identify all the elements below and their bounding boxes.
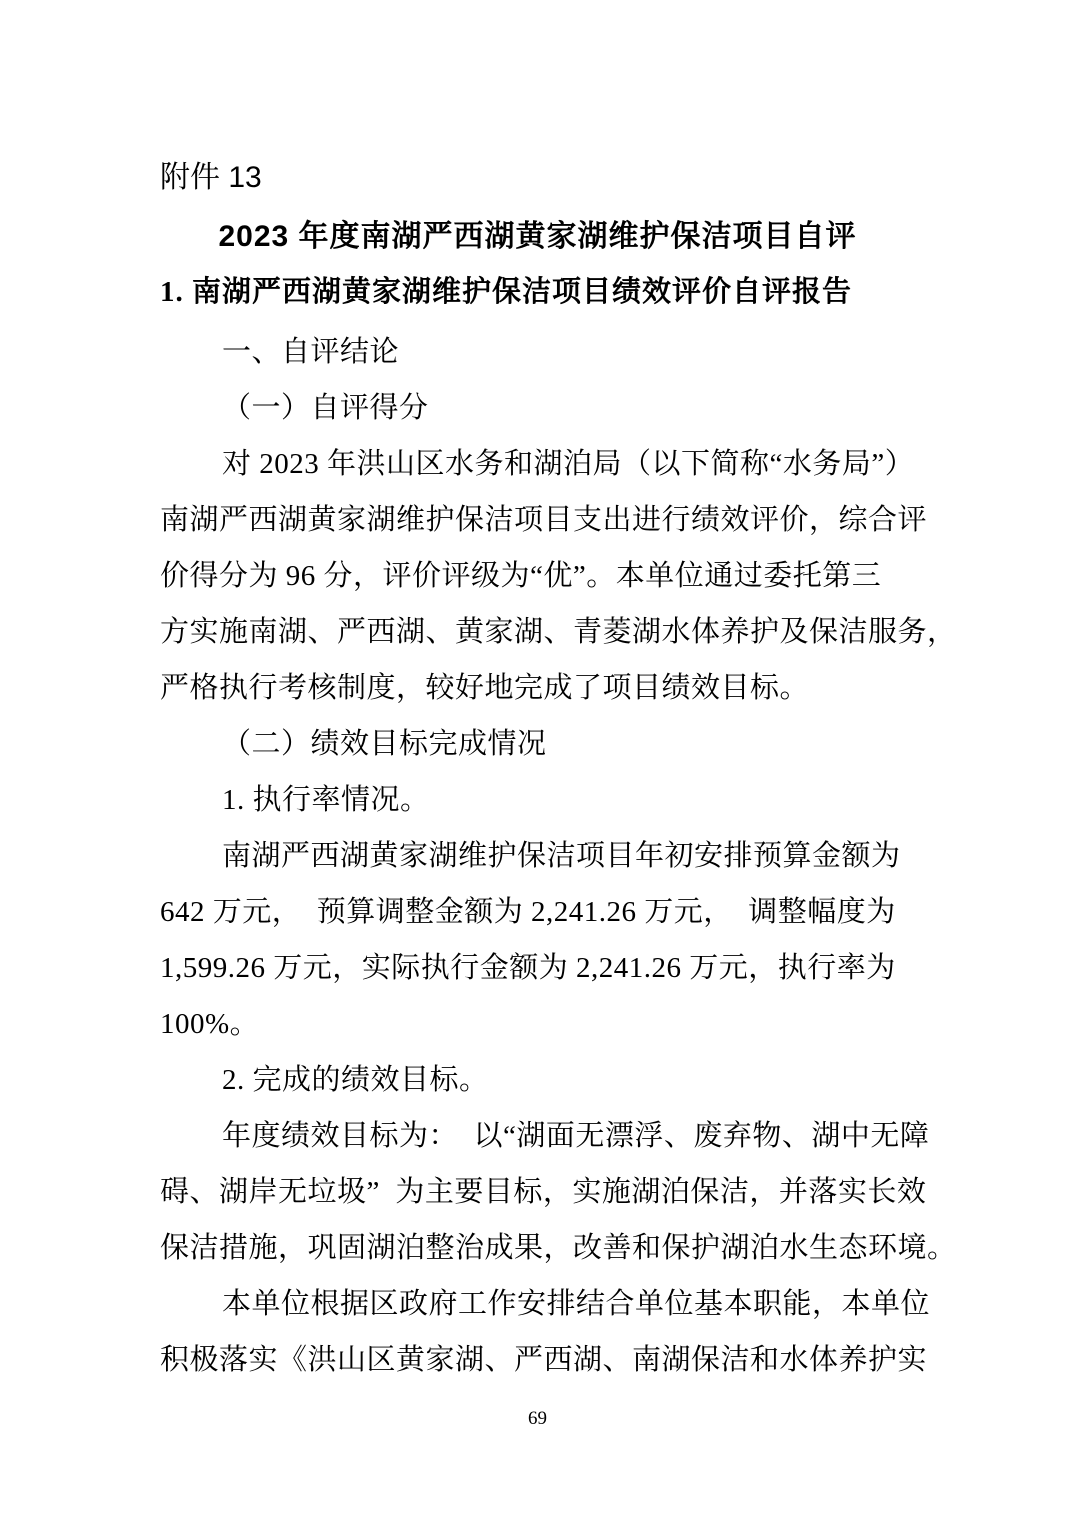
body-line: 保洁措施，巩固湖泊整治成果，改善和保护湖泊水生态环境。	[160, 1232, 957, 1264]
body-line: 价得分为 96 分，评价评级为“优”。本单位通过委托第三	[160, 560, 882, 592]
body-line: 本单位根据区政府工作安排结合单位基本职能，本单位	[222, 1288, 931, 1320]
page-number: 69	[528, 1408, 547, 1429]
body-text-block	[160, 324, 957, 1388]
body-line: 对 2023 年洪山区水务和湖泊局（以下简称“水务局”）	[222, 448, 915, 480]
attachment-label: 附件 13	[160, 161, 262, 194]
document-title: 2023 年度南湖严西湖黄家湖维护保洁项目自评	[218, 220, 857, 253]
body-line: 100%。	[160, 1008, 260, 1040]
body-line: 年度绩效目标为： 以“湖面无漂浮、废弃物、湖中无障	[222, 1120, 930, 1152]
body-line: 南湖严西湖黄家湖维护保洁项目年初安排预算金额为	[222, 840, 901, 872]
body-line: 南湖严西湖黄家湖维护保洁项目支出进行绩效评价，综合评	[160, 504, 928, 536]
section-heading: 1. 南湖严西湖黄家湖维护保洁项目绩效评价自评报告	[160, 276, 853, 308]
body-line: 严格执行考核制度，较好地完成了项目绩效目标。	[160, 672, 810, 704]
body-line: 1,599.26 万元，实际执行金额为 2,241.26 万元，执行率为	[160, 952, 896, 984]
body-line: 2. 完成的绩效目标。	[222, 1064, 489, 1096]
body-line: 碍、湖岸无垃圾” 为主要目标，实施湖泊保洁，并落实长效	[160, 1176, 927, 1208]
body-line: 积极落实《洪山区黄家湖、严西湖、南湖保洁和水体养护实	[160, 1344, 928, 1376]
body-line: 一、自评结论	[222, 336, 400, 368]
body-line: （二）绩效目标完成情况	[222, 728, 547, 760]
body-line: （一）自评得分	[222, 392, 429, 424]
body-line: 642 万元， 预算调整金额为 2,241.26 万元， 调整幅度为	[160, 896, 896, 928]
body-line: 1. 执行率情况。	[222, 784, 430, 816]
body-line: 方实施南湖、严西湖、黄家湖、青菱湖水体养护及保洁服务，	[160, 616, 957, 648]
